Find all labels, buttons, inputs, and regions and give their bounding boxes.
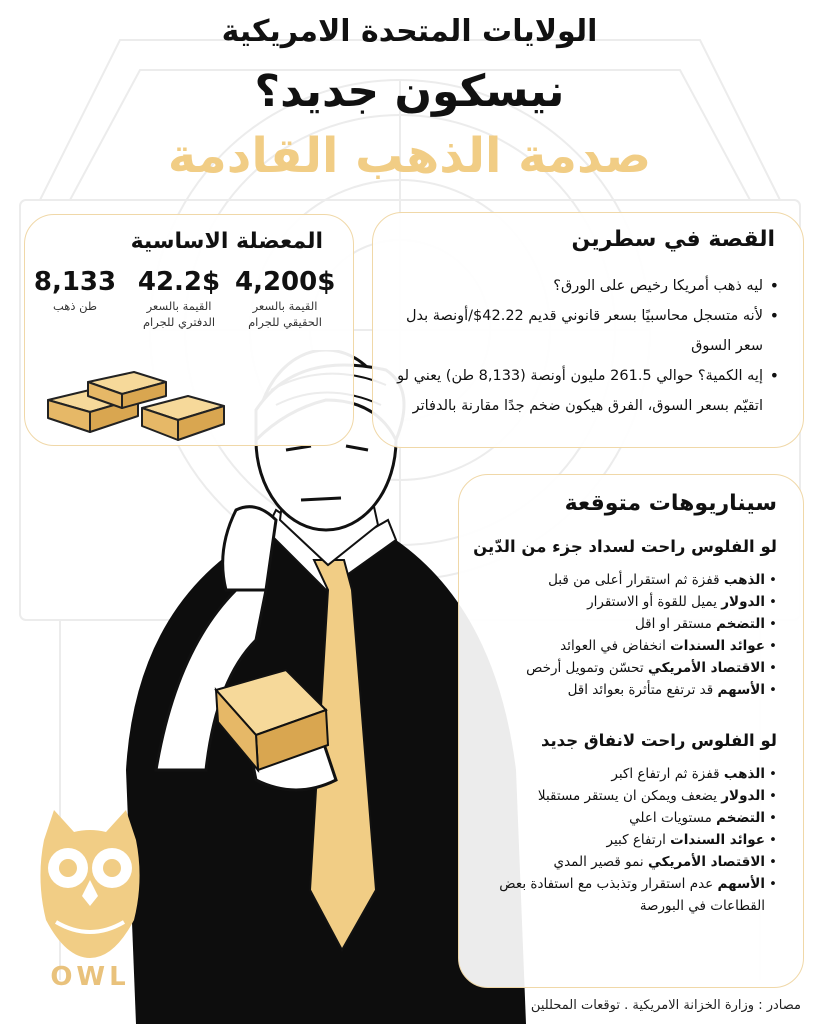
stat-gold-tons (25, 267, 125, 315)
item-text: انخفاض في العوائد (560, 638, 666, 654)
item-text: نمو قصير المدي (553, 854, 644, 870)
stat-book-price (129, 267, 229, 330)
debt-item (477, 657, 777, 679)
spend-item (477, 851, 777, 873)
item-key: الاقتصاد الأمريكي (647, 660, 765, 676)
spend-heading: لو الفلوس راحت لانفاق جديد (540, 731, 777, 750)
scenarios-card (458, 474, 804, 988)
story-item: • ليه ذهب أمريكا رخيص على الورق؟ (387, 271, 779, 301)
stat-real-price (235, 267, 335, 330)
item-text: قفزة ثم ارتفاع اكبر (611, 766, 720, 782)
story-list (387, 271, 779, 421)
debt-item (477, 591, 777, 613)
stat-label: القيمة بالسعر الدفتري للجرام (142, 299, 216, 329)
debt-item (477, 635, 777, 657)
spend-item (477, 829, 777, 851)
stat-label: القيمة بالسعر الحقيقي للجرام (248, 299, 322, 329)
item-key: الذهب (723, 572, 765, 588)
title-usa: الولايات المتحدة الامريكية (221, 14, 598, 49)
item-key: الدولار (721, 594, 765, 610)
item-key: الذهب (723, 766, 765, 782)
story-item: • إيه الكمية؟ حوالي 261.5 مليون أونصة (8,133 طن) يعني لو اتقيّم بسعر السوق، الفرق هيكون ضخم جدًا مقارنة بالدفاتر (387, 361, 779, 421)
item-key: عوائد السندات (670, 638, 765, 654)
stat-value: 42.2$ (137, 267, 221, 297)
story-title: القصة في سطرين (571, 227, 775, 252)
item-key: الأسهم (717, 682, 765, 698)
core-problem-title: المعضلة الاساسية (130, 229, 323, 254)
gold-bars-illustration (38, 352, 238, 448)
title-gold-shock: صدمة الذهب القادمة (167, 128, 652, 184)
item-text: قد ترتفع متأثرة بعوائد اقل (567, 682, 714, 698)
item-text: مستويات اعلي (629, 810, 712, 826)
owl-logo-icon (34, 810, 146, 960)
story-item: • لأنه متسجل محاسبيًا بسعر قانوني قديم 42.22$/أونصة بدل سعر السوق (387, 301, 779, 361)
debt-heading: لو الفلوس راحت لسداد جزء من الدّين (473, 537, 777, 556)
stat-value: 4,200$ (235, 267, 336, 297)
spend-item (477, 785, 777, 807)
item-text: قفزة ثم استقرار أعلى من قبل (548, 572, 720, 588)
item-text: ارتفاع كبير (606, 832, 666, 848)
stat-value: 8,133 (33, 267, 117, 297)
item-key: عوائد السندات (670, 832, 765, 848)
item-key: الدولار (721, 788, 765, 804)
story-card (372, 212, 804, 448)
item-text: يميل للقوة أو الاستقرار (587, 594, 717, 610)
item-key: التضخم (716, 810, 765, 826)
scenarios-title: سيناريوهات متوقعة (564, 491, 777, 516)
title-question: نيسكون جديد؟ (254, 66, 565, 117)
item-text: مستقر او اقل (634, 616, 712, 632)
item-key: الاقتصاد الأمريكي (647, 854, 765, 870)
debt-item (477, 679, 777, 701)
spend-item (477, 763, 777, 785)
item-key: الأسهم (717, 876, 765, 892)
spend-list (477, 763, 777, 917)
stat-label: طن ذهب (52, 299, 98, 313)
item-text: تحسّن وتمويل أرخص (526, 660, 644, 676)
item-key: التضخم (716, 616, 765, 632)
sources-footnote: مصادر : وزارة الخزانة الامريكية . توقعات المحللين (530, 998, 801, 1013)
spend-item (477, 807, 777, 829)
debt-item (477, 569, 777, 591)
debt-list (477, 569, 777, 701)
item-text: يضعف ويمكن ان يستقر مستقبلا (537, 788, 717, 804)
item-text: عدم استقرار وتذبذب مع استفادة بعض القطاعات في البورصة (499, 876, 765, 914)
spend-item (477, 873, 777, 917)
debt-item (477, 613, 777, 635)
owl-brand-text: OWL (50, 962, 130, 992)
